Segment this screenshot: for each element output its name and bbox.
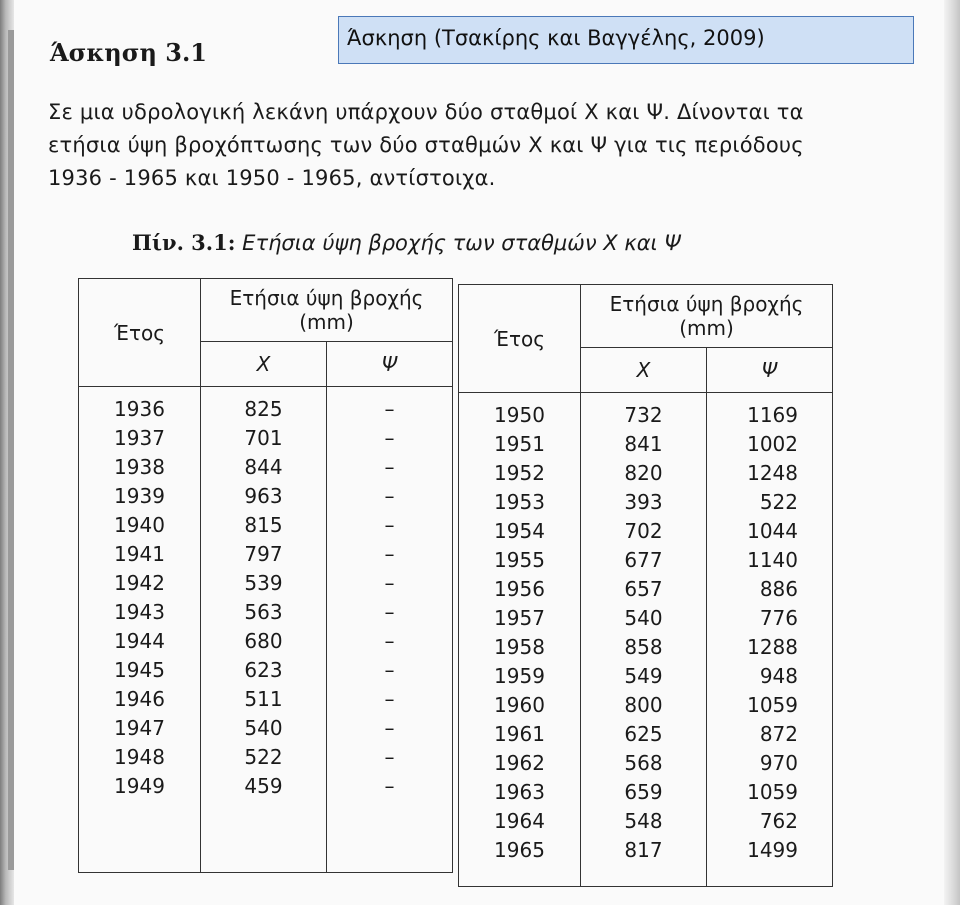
table-cell: 1941 (114, 542, 165, 566)
exercise-paragraph (48, 96, 908, 195)
table-cell: 522 (759, 490, 798, 514)
table-cell: 1955 (494, 548, 545, 572)
table-cell: 1945 (114, 658, 165, 682)
table-cell: – (384, 716, 395, 740)
year-column (79, 387, 201, 873)
table-cell: 1952 (494, 461, 545, 485)
exercise-title: Άσκηση 3.1 (50, 38, 208, 67)
table-cell: 732 (624, 403, 663, 427)
table-cell: 540 (244, 716, 283, 740)
table-cell: – (384, 629, 395, 653)
table-cell: 680 (244, 629, 283, 653)
rainfall-table-right (458, 284, 833, 887)
table-cell: 568 (624, 751, 663, 775)
table-cell: 1942 (114, 571, 165, 595)
y-values-column (707, 393, 833, 887)
table-cell: 522 (244, 745, 283, 769)
year-column (459, 393, 581, 887)
table-cell: 1959 (494, 664, 545, 688)
table-cell: 1940 (114, 513, 165, 537)
table-cell: 659 (624, 780, 663, 804)
table-cell: 1938 (114, 455, 165, 479)
table-cell: 825 (244, 397, 283, 421)
table-cell: 1936 (114, 397, 165, 421)
table-cell: 539 (244, 571, 283, 595)
table-cell: 657 (624, 577, 663, 601)
unit-text: (mm) (299, 310, 354, 334)
rain-header (581, 285, 833, 348)
x-column-header: X (201, 342, 327, 387)
table-cell: – (384, 745, 395, 769)
table-cell: 459 (244, 774, 283, 798)
table-cell: 1946 (114, 687, 165, 711)
rain-header-text: Ετήσια ύψη βροχής (609, 292, 804, 316)
table-cell: – (384, 542, 395, 566)
table-cell: 511 (244, 687, 283, 711)
table-cell: 1169 (747, 403, 798, 427)
table-cell: 540 (624, 606, 663, 630)
table-cell: 963 (244, 484, 283, 508)
table-cell: 1002 (747, 432, 798, 456)
table-cell: 1140 (747, 548, 798, 572)
table-cell: – (384, 426, 395, 450)
caption-label: Πίν. 3.1: (132, 230, 236, 255)
table-cell: 1950 (494, 403, 545, 427)
paragraph-line: 1936 - 1965 και 1950 - 1965, αντίστοιχα. (48, 166, 496, 190)
rain-header-text: Ετήσια ύψη βροχής (229, 286, 424, 310)
x-values-column (201, 387, 327, 873)
paragraph-line: Σε μια υδρολογική λεκάνη υπάρχουν δύο σταθμοί Χ και Ψ. Δίνονται τα (48, 100, 804, 124)
table-cell: 1964 (494, 809, 545, 833)
table-cell: – (384, 687, 395, 711)
table-cell: 1499 (747, 838, 798, 862)
table-cell: 1953 (494, 490, 545, 514)
table-cell: 549 (624, 664, 663, 688)
table-cell: 1963 (494, 780, 545, 804)
paragraph-line: ετήσια ύψη βροχόπτωσης των δύο σταθμών Χ και Ψ για τις περιόδους (48, 133, 804, 157)
table-cell: 1949 (114, 774, 165, 798)
unit-text: (mm) (679, 316, 734, 340)
table-cell: 858 (624, 635, 663, 659)
table-cell: 815 (244, 513, 283, 537)
table-cell: 702 (624, 519, 663, 543)
table-cell: 797 (244, 542, 283, 566)
page-binding-edge (0, 0, 14, 905)
table-cell: 970 (759, 751, 798, 775)
table-cell: 1951 (494, 432, 545, 456)
table-cell: 1248 (747, 461, 798, 485)
table-cell: 1962 (494, 751, 545, 775)
table-cell: 1937 (114, 426, 165, 450)
table-cell: 1958 (494, 635, 545, 659)
table-cell: 701 (244, 426, 283, 450)
table-cell: – (384, 484, 395, 508)
table-cell: 1943 (114, 600, 165, 624)
table-cell: 1960 (494, 693, 545, 717)
year-header: Έτος (459, 285, 581, 393)
table-cell: 1956 (494, 577, 545, 601)
table-cell: 1965 (494, 838, 545, 862)
table-cell: 1957 (494, 606, 545, 630)
table-cell: 393 (624, 490, 663, 514)
rainfall-table-left (78, 278, 453, 873)
y-values-column (327, 387, 453, 873)
table-cell: 844 (244, 455, 283, 479)
table-cell: 563 (244, 600, 283, 624)
table-cell: 948 (759, 664, 798, 688)
table-cell: 1944 (114, 629, 165, 653)
table-cell: 1961 (494, 722, 545, 746)
x-column-header: X (581, 348, 707, 393)
table-cell: 1954 (494, 519, 545, 543)
table-cell: 872 (759, 722, 798, 746)
year-header: Έτος (79, 279, 201, 387)
table-cell: 841 (624, 432, 663, 456)
table-cell: 625 (624, 722, 663, 746)
table-cell: 1947 (114, 716, 165, 740)
table-cell: 1059 (747, 693, 798, 717)
table-cell: 820 (624, 461, 663, 485)
page-right-edge (944, 0, 960, 905)
table-cell: – (384, 397, 395, 421)
table-cell: – (384, 571, 395, 595)
table-cell: – (384, 774, 395, 798)
table-cell: 886 (759, 577, 798, 601)
table-cell: 1939 (114, 484, 165, 508)
table-cell: – (384, 658, 395, 682)
table-caption (132, 230, 681, 255)
table-cell: 776 (759, 606, 798, 630)
table-cell: 817 (624, 838, 663, 862)
rain-header (201, 279, 453, 342)
table-cell: 762 (759, 809, 798, 833)
y-column-header: Ψ (707, 348, 833, 393)
table-cell: – (384, 455, 395, 479)
table-cell: 677 (624, 548, 663, 572)
table-cell: 1948 (114, 745, 165, 769)
table-cell: 1288 (747, 635, 798, 659)
table-cell: – (384, 513, 395, 537)
source-label-box: Άσκηση (Τσακίρης και Βαγγέλης, 2009) (338, 16, 914, 64)
caption-text: Ετήσια ύψη βροχής των σταθμών Χ και Ψ (242, 231, 681, 255)
y-column-header: Ψ (327, 342, 453, 387)
table-cell: – (384, 600, 395, 624)
table-cell: 548 (624, 809, 663, 833)
table-cell: 1059 (747, 780, 798, 804)
table-cell: 623 (244, 658, 283, 682)
table-cell: 800 (624, 693, 663, 717)
table-cell: 1044 (747, 519, 798, 543)
x-values-column (581, 393, 707, 887)
